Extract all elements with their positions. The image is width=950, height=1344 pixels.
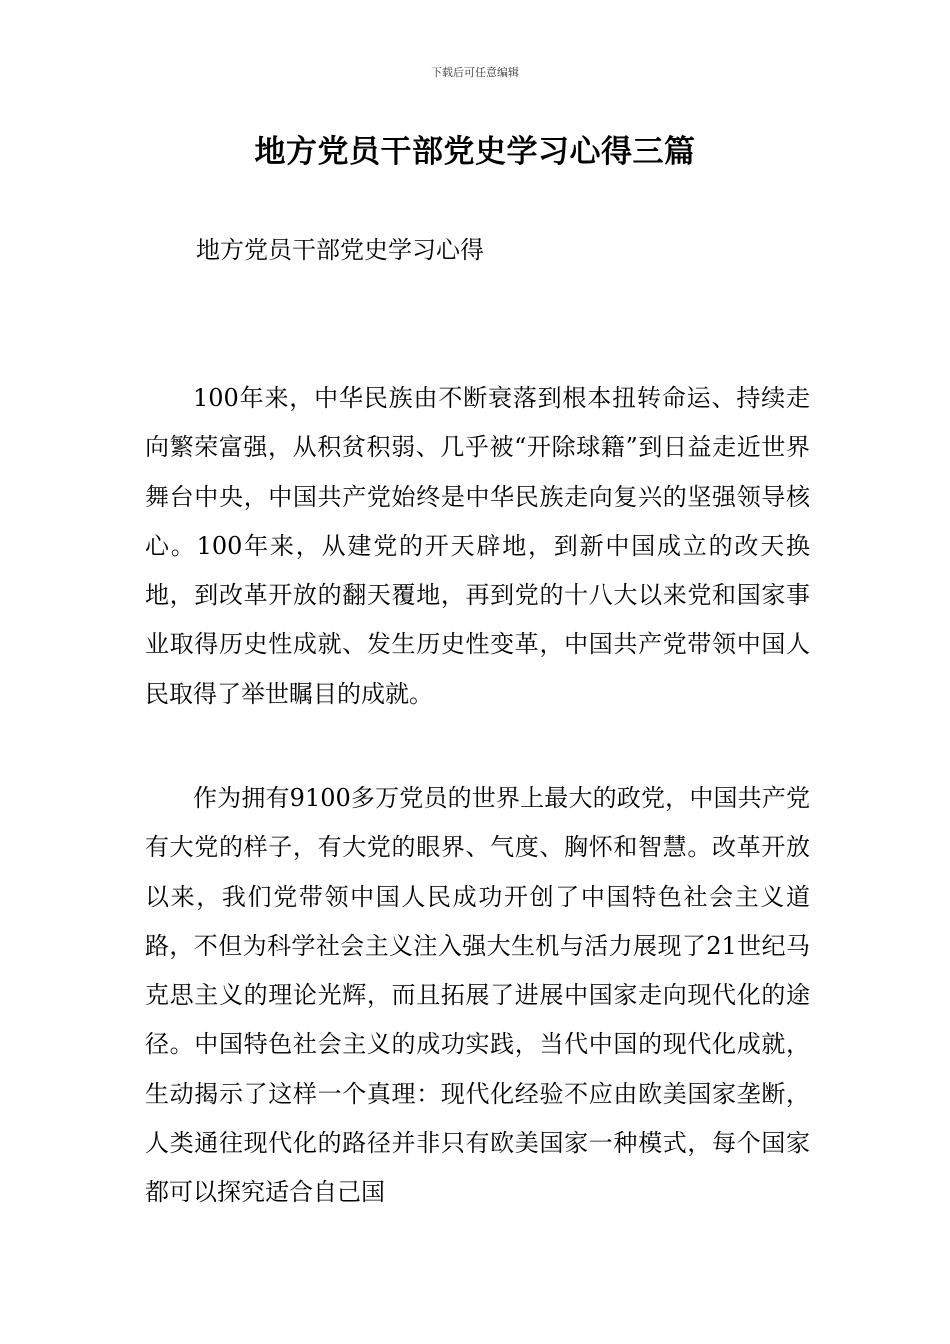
paragraph-2: 作为拥有9100多万党员的世界上最大的政党，中国共产党有大党的样子，有大党的眼界、气度、胸怀和智慧。改革开放以来，我们党带领中国人民成功开创了中国特色社会主义道路，不但为科学社会主义注入强大生机与活力展现了21世纪马克思主义的理论光辉，而且拓展了进展中国家走向现代化的途径。中国特色社会主义的成功实践，当代中国的现代化成就，生动揭示了这样一个真理：现代化经验不应由欧美国家垄断，人类通往现代化的路径并非只有欧美国家一种模式，每个国家都可以探究适合自己国 bbox=[145, 784, 810, 1207]
document-title: 地方党员干部党史学习心得三篇 bbox=[254, 134, 696, 170]
document-subtitle: 地方党员干部党史学习心得 bbox=[196, 236, 484, 264]
header-note: 下载后可任意编辑 bbox=[431, 66, 519, 79]
paragraph-1: 100年来，中华民族由不断衰落到根本扭转命运、持续走向繁荣富强，从积贫积弱、几乎被“开除球籍”到日益走近世界舞台中央，中国共产党始终是中华民族走向复兴的坚强领导核心。100年来，从建党的开天辟地，到新中国成立的改天换地，到改革开放的翻天覆地，再到党的十八大以来党和国家事业取得历史性成就、发生历史性变革，中国共产党带领中国人民取得了举世瞩目的成就。 bbox=[145, 384, 810, 708]
